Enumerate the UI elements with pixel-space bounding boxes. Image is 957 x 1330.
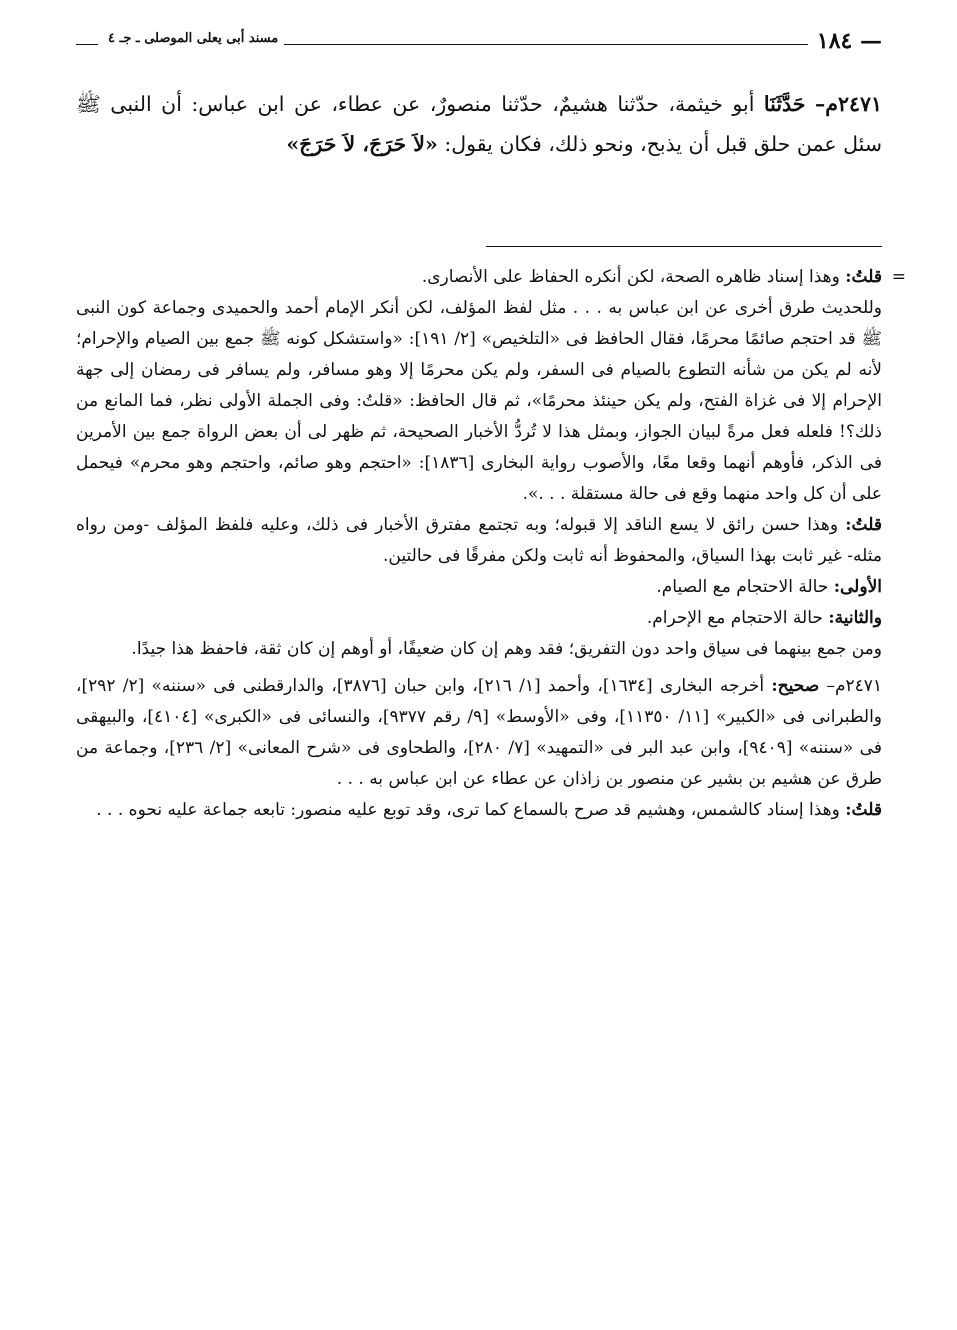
note-label: قلتُ: bbox=[845, 267, 882, 287]
book-title: مسند أبى يعلى الموصلى ـ جـ ٤ bbox=[102, 31, 284, 46]
page-number: — ١٨٤ bbox=[807, 28, 882, 54]
note-paragraph bbox=[76, 603, 882, 634]
note-paragraph bbox=[76, 293, 882, 510]
note-label: قلتُ: bbox=[845, 800, 882, 820]
note-paragraph bbox=[76, 262, 906, 293]
header-dash bbox=[76, 44, 98, 45]
note-paragraph bbox=[76, 572, 882, 603]
hadith-body: أبو خيثمة، حدّثنا هشيمٌ، حدّثنا منصورٌ، عن عطاء، عن ابن عباس: أن النبى ﷺ سئل عمن حلق قبل أن يذبح، ونحو ذلك، فكان يقول: bbox=[76, 92, 882, 156]
takhrij-number: ٢٤٧١م– bbox=[826, 676, 883, 696]
note-text: وهذا حسن رائق لا يسع الناقد إلا قبوله؛ وبه تجتمع مفترق الأخبار فى ذلك، وعليه فلفظ المؤلف -ومن رواه مثله- غير ثابت بهذا السياق، والمحفوظ أنه ثابت ولكن مفرقًا فى حالتين. bbox=[76, 515, 882, 566]
hadith-verb: حَدَّثَنَا bbox=[763, 92, 806, 116]
note-text: وهذا إسناد كالشمس، وهشيم قد صرح بالسماع كما ترى، وقد توبع عليه منصور: تابعه جماعة عليه نحوه . . . bbox=[96, 800, 840, 820]
note-label: قلتُ: bbox=[845, 515, 883, 535]
hadith-text bbox=[76, 84, 882, 164]
grade-label: صحيح: bbox=[771, 676, 820, 696]
note-label: الأولى: bbox=[833, 577, 882, 597]
continuation-mark: = bbox=[891, 267, 906, 287]
note-paragraph bbox=[76, 634, 882, 665]
note-text: حالة الاحتجام مع الصيام. bbox=[656, 577, 829, 597]
note-text: ومن جمع بينهما فى سياق واحد دون التفريق؛ فقد وهم إن كان ضعيفًا، أو أوهم إن كان ثقة، فاحفظ هذا جيدًا. bbox=[131, 639, 882, 659]
note-paragraph bbox=[76, 795, 882, 826]
commentary bbox=[76, 262, 906, 826]
takhrij-text: أخرجه البخارى [١٦٣٤]، وأحمد [١/ ٢١٦]، وابن حبان [٣٨٧٦]، والدارقطنى فى «سننه» [٢/ ٢٩٢]، والطبرانى فى «الكبير» [١١/ ١١٣٥٠]، وفى «الأوسط» [٩/ رقم ٩٣٧٧]، والنسائى فى «الكبرى» [٤١٠٤]، والبيهقى فى «سننه» [٩٤٠٩]، وابن عبد البر فى «التمهيد» [٧/ ٢٨٠]، والطحاوى فى «شرح المعانى» [٢/ ٢٣٦]، وجماعة من طرق عن هشيم بن بشير عن منصور بن زاذان عن عطاء عن ابن عباس به . . . bbox=[76, 676, 882, 789]
note-text: وهذا إسناد ظاهره الصحة، لكن أنكره الحفاظ على الأنصارى. bbox=[421, 267, 840, 287]
note-label: والثانية: bbox=[828, 608, 882, 628]
hadith-number: ٢٤٧١م– bbox=[814, 92, 882, 116]
note-text: وللحديث طرق أخرى عن ابن عباس به . . . مثل لفظ المؤلف، لكن أنكر الإمام أحمد والحميدى وجماعة كون النبى ﷺ قد احتجم صائمًا محرمًا، فقال الحافظ فى «التلخيص» [٢/ ١٩١]: «واستشكل كونه ﷺ جمع بين الصيام والإحرام؛ لأنه لم يكن من شأنه التطوع بالصيام فى السفر، ولم يكن محرمًا إلا وهو مسافر، ولم يسافر فى رمضان إلى جهة الإحرام إلا فى غزاة الفتح، ولم يكن حينئذ محرمًا»، ثم قال الحافظ: «قلتُ: وفى الجملة الأولى نظر، فما المانع من ذلك؟! فلعله فعل مرةً لبيان الجواز، وبمثل هذا لا تُردُّ الأخبار الصحيحة، ثم ظهر لى أن بعض الرواة جمع بين الأمرين فى الذكر، فأوهم أنهما وقعا معًا، والأصوب رواية البخارى [١٨٣٦]: «احتجم وهو صائم، واحتجم وهو محرم» فيحمل على أن كل واحد منهما وقع فى حالة مستقلة . . .». bbox=[76, 298, 883, 504]
running-header bbox=[76, 28, 882, 58]
hadith-quote: «لاَ حَرَجَ، لاَ حَرَجَ» bbox=[286, 132, 438, 156]
takhrij-paragraph bbox=[76, 671, 882, 795]
note-paragraph bbox=[76, 510, 882, 572]
note-text: حالة الاحتجام مع الإحرام. bbox=[646, 608, 823, 628]
footnote-separator bbox=[486, 246, 882, 247]
